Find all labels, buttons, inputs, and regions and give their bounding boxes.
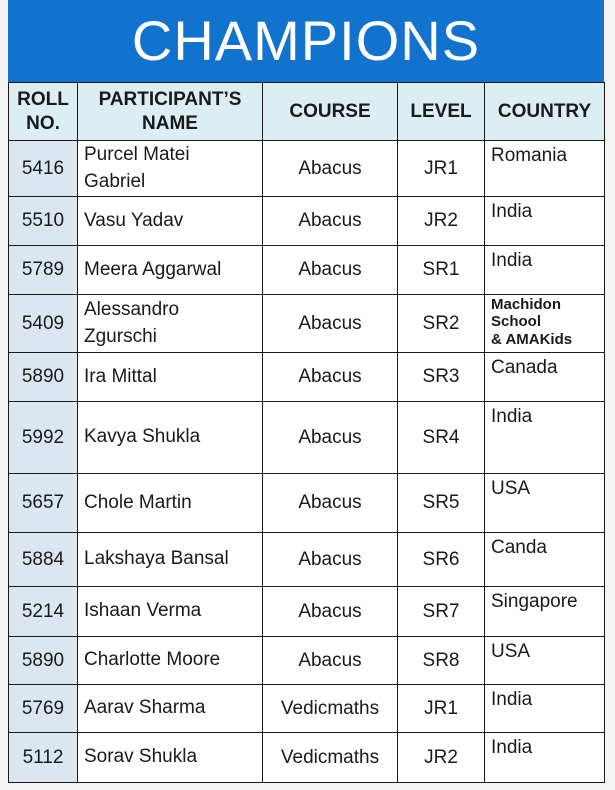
roll-number-cell: 5789 [9,246,78,295]
column-header-name: PARTICIPANT’S NAME [78,83,263,141]
level-cell: SR8 [398,637,485,685]
course-cell: Abacus [263,587,398,637]
table-row [9,733,605,783]
column-header-course: COURSE [263,83,398,141]
roll-number-cell: 5890 [9,637,78,685]
champions-sheet [8,0,604,782]
column-header-level: LEVEL [398,83,485,141]
participant-name-cell: Aarav Sharma [78,685,263,733]
roll-number-cell: 5214 [9,587,78,637]
country-cell: India [485,197,605,246]
course-cell: Abacus [263,141,398,197]
course-cell: Abacus [263,246,398,295]
roll-number-cell: 5890 [9,353,78,402]
participant-name-cell: Ira Mittal [78,353,263,402]
table-row [9,197,605,246]
level-cell: SR7 [398,587,485,637]
table-row [9,533,605,587]
table-row [9,353,605,402]
level-cell: JR1 [398,685,485,733]
roll-number-cell: 5992 [9,402,78,474]
participant-name-cell: Sorav Shukla [78,733,263,783]
column-header-country: COUNTRY [485,83,605,141]
table-row [9,474,605,533]
country-cell: India [485,733,605,783]
participant-name-cell: Meera Aggarwal [78,246,263,295]
country-cell: India [485,402,605,474]
level-cell: SR3 [398,353,485,402]
table-row [9,402,605,474]
course-cell: Abacus [263,402,398,474]
level-cell: SR6 [398,533,485,587]
participant-name-cell: Chole Martin [78,474,263,533]
table-row [9,295,605,353]
table-row [9,246,605,295]
roll-number-cell: 5884 [9,533,78,587]
country-cell: USA [485,637,605,685]
country-cell: Romania [485,141,605,197]
roll-number-cell: 5510 [9,197,78,246]
level-cell: SR2 [398,295,485,353]
header-row [9,83,605,141]
country-cell: Canda [485,533,605,587]
country-cell: India [485,685,605,733]
table-row [9,587,605,637]
level-cell: JR2 [398,733,485,783]
level-cell: JR2 [398,197,485,246]
course-cell: Abacus [263,533,398,587]
participant-name-cell: Purcel Matei Gabriel [78,141,263,197]
participant-name-cell: Alessandro Zgurschi [78,295,263,353]
table-row [9,141,605,197]
page-title: CHAMPIONS [131,9,481,72]
participant-name-cell: Kavya Shukla [78,402,263,474]
roll-number-cell: 5112 [9,733,78,783]
participant-name-cell: Charlotte Moore [78,637,263,685]
champions-table [8,82,605,783]
level-cell: SR5 [398,474,485,533]
roll-number-cell: 5409 [9,295,78,353]
participant-name-cell: Vasu Yadav [78,197,263,246]
level-cell: JR1 [398,141,485,197]
level-cell: SR1 [398,246,485,295]
country-cell: Singapore [485,587,605,637]
country-cell: India [485,246,605,295]
roll-number-cell: 5416 [9,141,78,197]
country-cell: USA [485,474,605,533]
level-cell: SR4 [398,402,485,474]
table-row [9,637,605,685]
course-cell: Vedicmaths [263,685,398,733]
table-row [9,685,605,733]
course-cell: Abacus [263,474,398,533]
course-cell: Abacus [263,295,398,353]
course-cell: Abacus [263,353,398,402]
roll-number-cell: 5657 [9,474,78,533]
country-cell: Machidon School & AMAKids [485,295,605,353]
roll-number-cell: 5769 [9,685,78,733]
country-cell: Canada [485,353,605,402]
course-cell: Abacus [263,637,398,685]
participant-name-cell: Ishaan Verma [78,587,263,637]
title-banner [8,0,604,82]
course-cell: Vedicmaths [263,733,398,783]
column-header-roll: ROLL NO. [9,83,78,141]
participant-name-cell: Lakshaya Bansal [78,533,263,587]
course-cell: Abacus [263,197,398,246]
